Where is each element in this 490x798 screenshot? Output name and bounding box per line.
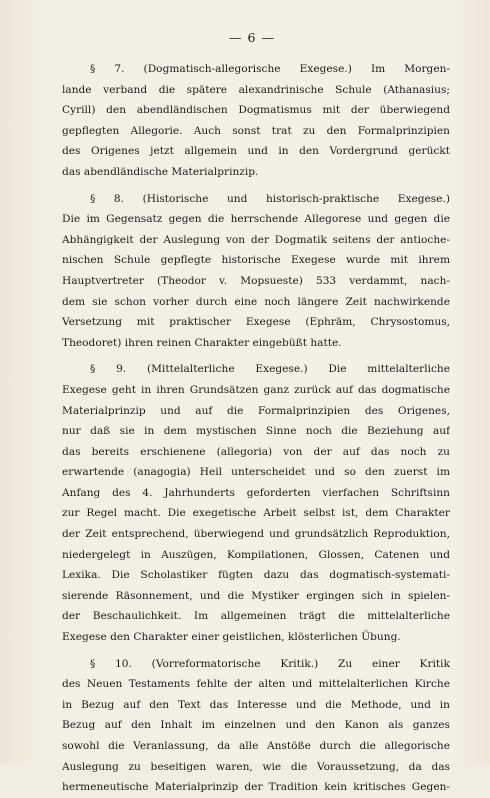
text-line: Versetzung mit praktischer Exegese (Ephräm, Chrysostomus,: [62, 316, 450, 329]
text-line: des Neuen Testaments fehlte der alten und mittelalterlichen Kirche: [62, 678, 450, 691]
text-line: hermeneutische Materialprinzip der Tradition kein kritisches Gegen-: [62, 781, 450, 794]
text-line: sierende Räsonnement, und die Mystiker ergingen sich in spielen-: [62, 589, 450, 602]
section-9: [62, 359, 450, 647]
text-line: der Beschaulichkeit. Im allgemeinen trägt die mittelalterliche: [62, 610, 450, 623]
text-line: niedergelegt in Auszügen, Kompilationen, Glossen, Catenen und: [62, 548, 450, 561]
text-line: lande verband die spätere alexandrinische Schule (Athanasius;: [62, 83, 450, 96]
text-line: erwartende (anagogia) Heil unterscheidet und so den zuerst im: [62, 466, 450, 479]
text-line: der Zeit entsprechend, überwiegend und grundsätzlich Reproduktion,: [62, 528, 450, 541]
text-line: nur daß sie in dem mystischen Sinne noch die Beziehung auf: [62, 425, 450, 438]
section-10: [62, 654, 450, 798]
text-line: das abendländische Materialprinzip.: [62, 165, 259, 178]
text-line: § 7. (Dogmatisch-allegorische Exegese.) Im Morgen-: [90, 63, 450, 75]
text-line: Die im Gegensatz gegen die herrschende Allegorese und gegen die: [62, 213, 450, 226]
text-line: Lexika. Die Scholastiker fügten dazu das dogmatisch-systemati-: [62, 569, 450, 582]
text-line: Cyrill) den abendländischen Dogmatismus mit der überwiegend: [62, 104, 450, 117]
text-line: Anfang des 4. Jahrhunderts geforderten vierfachen Schriftsinn: [62, 486, 450, 499]
text-line: Hauptvertreter (Theodor v. Mopsueste) 533 verdammt, nach-: [62, 274, 450, 287]
text-line: dem sie schon vorher durch eine noch längere Zeit nachwirkende: [62, 295, 450, 308]
text-line: zur Regel macht. Die exegetische Arbeit selbst ist, dem Charakter: [62, 507, 450, 520]
text-line: des Origenes jetzt allgemein und in den Vordergrund gerückt: [62, 145, 450, 158]
text-line: Materialprinzip und auf die Formalprinzipien des Origenes,: [62, 404, 450, 417]
text-line: sowohl die Veranlassung, da alle Anstöße durch die allegorische: [62, 740, 450, 752]
text-line: gepflegten Allegorie. Auch sonst trat zu den Formalprinzipien: [62, 124, 450, 137]
text-line: in Bezug auf den Text das Interesse und die Methode, und in: [62, 698, 450, 711]
text-line: Auslegung zu beseitigen waren, wie die Voraussetzung, da das: [62, 760, 450, 773]
text-line: Bezug auf den Inhalt im einzelnen und den Kanon als ganzes: [62, 719, 450, 732]
text-line: nischen Schule gepflegte historische Exegese wurde mit ihrem: [62, 254, 450, 267]
text-line: Abhängigkeit der Auslegung von der Dogmatik seitens der antioche-: [62, 233, 450, 246]
text-line: Theodoret) ihren reinen Charakter eingebüßt hatte.: [62, 336, 342, 349]
text-line: das bereits erschienene (allegoria) von der auf das noch zu: [62, 445, 450, 458]
text-line: § 9. (Mittelalterliche Exegese.) Die mittelalterliche: [90, 363, 450, 376]
section-7: [62, 59, 450, 183]
text-line: Exegese den Charakter einer geistlichen, klösterlichen Übung.: [62, 631, 401, 644]
section-8: [62, 189, 450, 354]
text-line: Exegese geht in ihren Grundsätzen ganz zurück auf das dogmatische: [62, 383, 450, 396]
page-number: — 6 —: [229, 30, 275, 45]
text-line: § 8. (Historische und historisch-praktische Exegese.): [90, 192, 450, 205]
text-line: § 10. (Vorreformatorische Kritik.) Zu einer Kritik: [90, 657, 450, 670]
